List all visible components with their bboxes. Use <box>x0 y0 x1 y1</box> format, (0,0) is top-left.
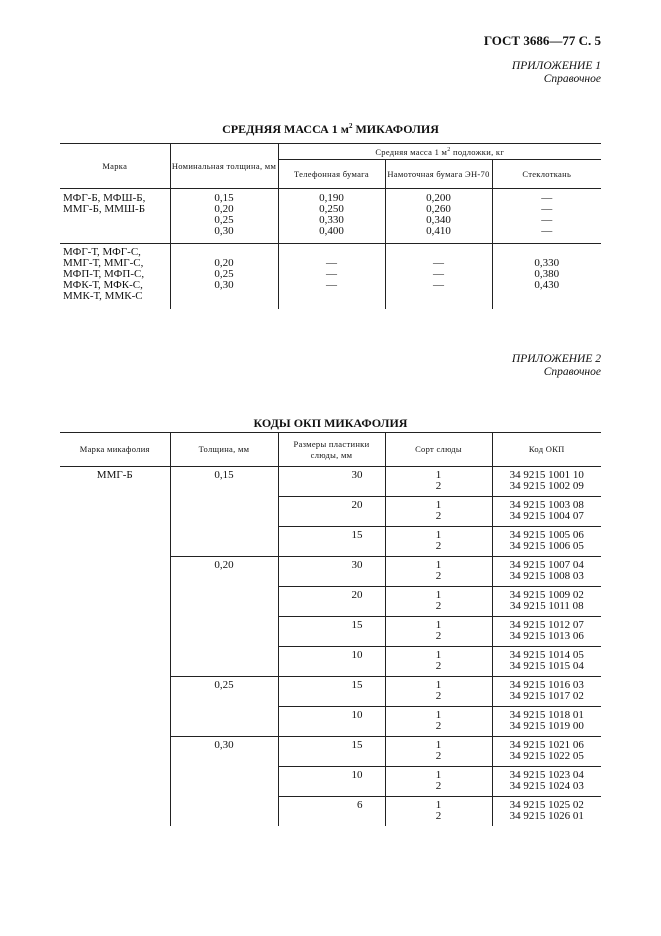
size-cell: 15 <box>278 527 385 557</box>
grade-cell: 1 2 <box>385 617 492 647</box>
thickness-cell: 0,30 <box>170 737 278 827</box>
code-cell: 34 9215 1007 04 34 9215 1008 03 <box>492 557 601 587</box>
size-cell: 10 <box>278 647 385 677</box>
grade-cell: 1 2 <box>385 767 492 797</box>
col-mica-grade: Сорт слюды <box>385 433 492 467</box>
grade-cell: 1 2 <box>385 737 492 767</box>
size-cell: 15 <box>278 617 385 647</box>
size-cell: 10 <box>278 707 385 737</box>
col-okp-code: Код ОКП <box>492 433 601 467</box>
code-cell: 34 9215 1009 02 34 9215 1011 08 <box>492 587 601 617</box>
thickness-cell: 0,20 <box>170 557 278 677</box>
table-2-title: КОДЫ ОКП МИКАФОЛИЯ <box>253 416 408 430</box>
size-cell: 20 <box>278 587 385 617</box>
grade-cell: 1 2 <box>385 557 492 587</box>
code-cell: 34 9215 1021 06 34 9215 1022 05 <box>492 737 601 767</box>
grade-cell: 1 2 <box>385 707 492 737</box>
size-cell: 15 <box>278 737 385 767</box>
grade-cell: 1 2 <box>385 677 492 707</box>
phone-paper-cell: 0,190 0,250 0,330 0,400 <box>278 189 385 244</box>
col-thickness: Номинальная толщина, мм <box>170 144 278 189</box>
col-brand: Марка микафолия <box>60 433 170 467</box>
appendix-1-note: Справочное <box>543 73 601 85</box>
size-cell: 30 <box>278 467 385 497</box>
size-cell: 20 <box>278 497 385 527</box>
size-cell: 15 <box>278 677 385 707</box>
mass-group-row <box>60 244 601 310</box>
grade-cell: 1 2 <box>385 797 492 827</box>
code-cell: 34 9215 1016 03 34 9215 1017 02 <box>492 677 601 707</box>
phone-paper-cell: — — — <box>278 244 385 310</box>
thickness-cell: 0,25 <box>170 677 278 737</box>
grade-cell: 1 2 <box>385 647 492 677</box>
code-cell: 34 9215 1005 06 34 9215 1006 05 <box>492 527 601 557</box>
okp-codes-table <box>60 432 601 826</box>
appendix-2-note: Справочное <box>543 366 601 378</box>
size-cell: 6 <box>278 797 385 827</box>
code-cell: 34 9215 1014 05 34 9215 1015 04 <box>492 647 601 677</box>
thickness-cell: 0,20 0,25 0,30 <box>170 244 278 310</box>
appendix-1-heading <box>512 60 601 86</box>
col-brand: Марка <box>60 144 170 189</box>
col-phone-paper: Телефонная бумага <box>278 160 385 189</box>
col-thickness: Толщина, мм <box>170 433 278 467</box>
code-cell: 34 9215 1018 01 34 9215 1019 00 <box>492 707 601 737</box>
document-reference: ГОСТ 3686—77 С. 5 <box>483 33 601 48</box>
mass-group-row <box>60 189 601 244</box>
glass-fabric-cell: — — — — <box>492 189 601 244</box>
brand-cell: МФГ-Т, МФГ-С, ММГ-Т, ММГ-С, МФП-Т, МФП-С, МФК-Т, МФК-С, ММК-Т, ММК-С <box>60 244 170 310</box>
grade-cell: 1 2 <box>385 527 492 557</box>
appendix-1-label: ПРИЛОЖЕНИЕ 1 <box>511 60 601 72</box>
winding-paper-cell: 0,200 0,260 0,340 0,410 <box>385 189 492 244</box>
code-cell: 34 9215 1001 10 34 9215 1002 09 <box>492 467 601 497</box>
appendix-2-label: ПРИЛОЖЕНИЕ 2 <box>511 353 601 365</box>
glass-fabric-cell: 0,330 0,380 0,430 <box>492 244 601 310</box>
size-cell: 30 <box>278 557 385 587</box>
code-cell: 34 9215 1025 02 34 9215 1026 01 <box>492 797 601 827</box>
table-1-title: СРЕДНЯЯ МАССА 1 $м^2$ МИКАФОЛИЯ <box>222 122 439 136</box>
table-row <box>60 467 601 497</box>
code-cell: 34 9215 1003 08 34 9215 1004 07 <box>492 497 601 527</box>
appendix-2-heading <box>512 353 601 379</box>
mass-table <box>60 143 601 309</box>
grade-cell: 1 2 <box>385 497 492 527</box>
brand-cell: МФГ-Б, МФШ-Б, ММГ-Б, ММШ-Б <box>63 192 146 215</box>
col-plate-size: Размеры пластинки слюды, мм <box>278 433 385 467</box>
grade-cell: 1 2 <box>385 587 492 617</box>
col-glass-fabric: Стеклоткань <box>492 160 601 189</box>
code-cell: 34 9215 1023 04 34 9215 1024 03 <box>492 767 601 797</box>
thickness-cell: 0,15 <box>170 467 278 557</box>
size-cell: 10 <box>278 767 385 797</box>
brand-cell: ММГ-Б <box>96 469 133 481</box>
grade-cell: 1 2 <box>385 467 492 497</box>
winding-paper-cell: — — — <box>385 244 492 310</box>
thickness-cell: 0,15 0,20 0,25 0,30 <box>170 189 278 244</box>
col-mass-group: Средняя масса 1 $м^2$ подложки, кг <box>278 144 601 160</box>
col-winding-paper: Намоточная бумага ЭН-70 <box>385 160 492 189</box>
code-cell: 34 9215 1012 07 34 9215 1013 06 <box>492 617 601 647</box>
